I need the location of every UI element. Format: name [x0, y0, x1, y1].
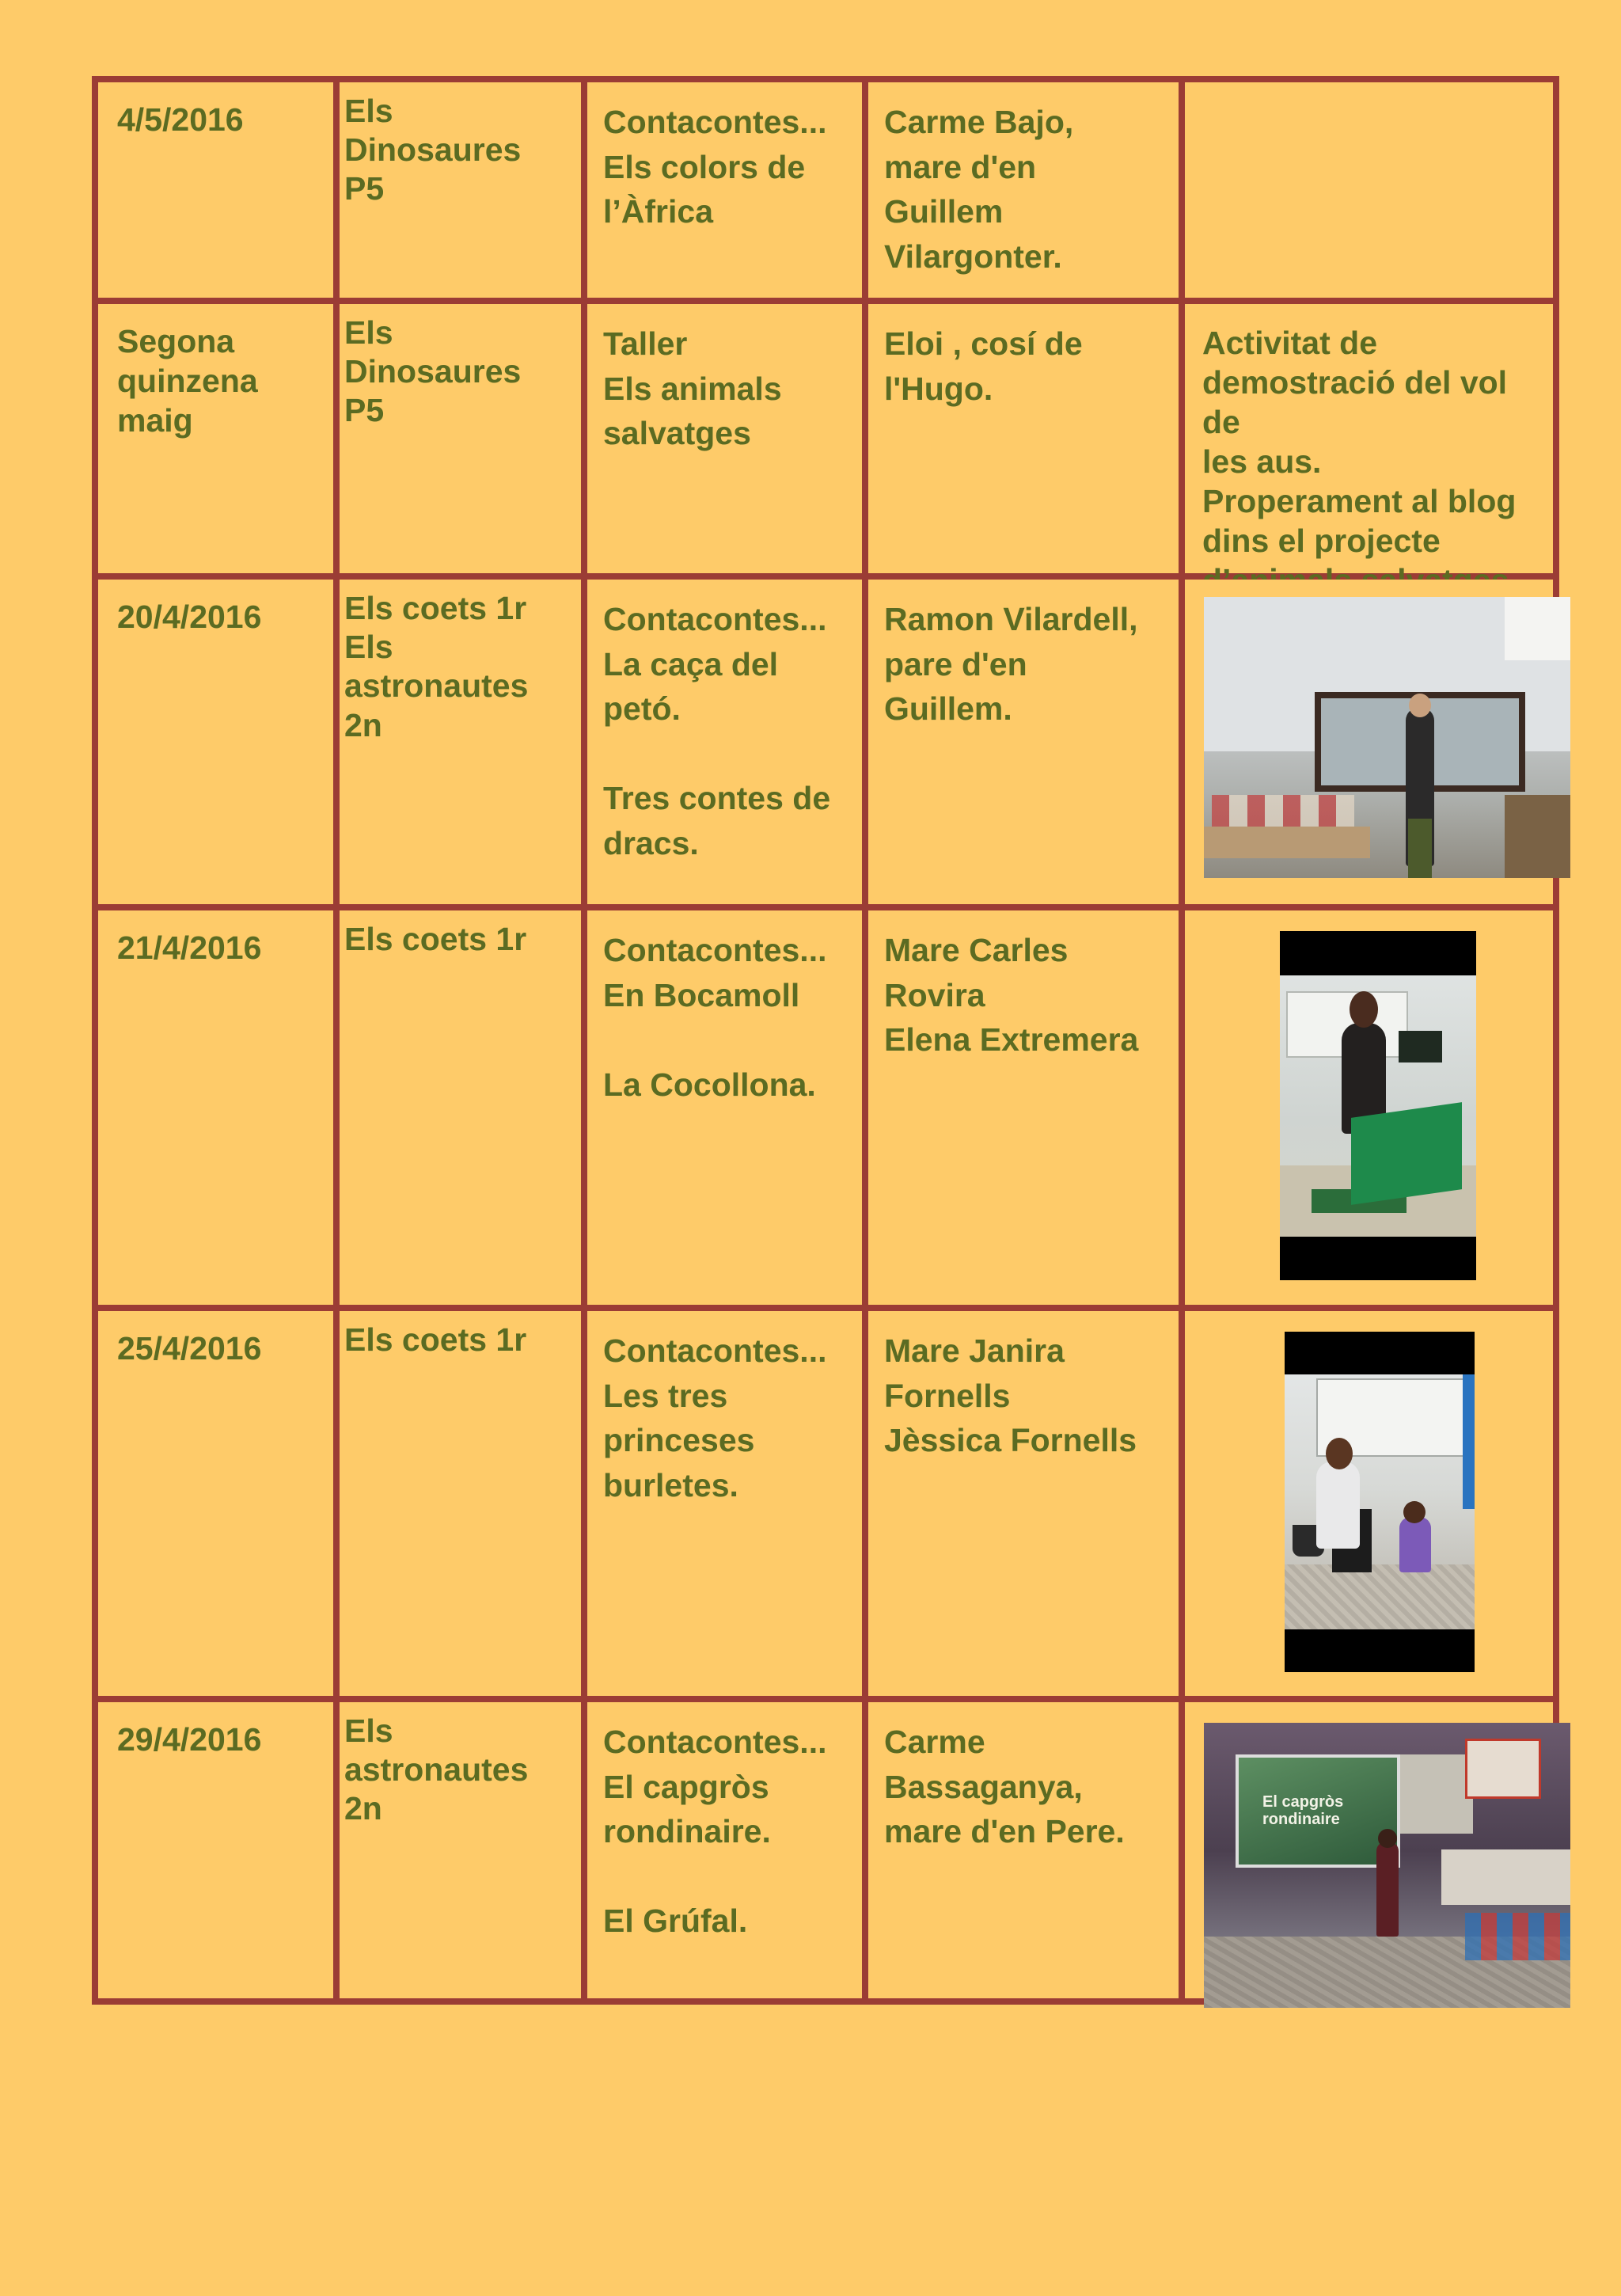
cell-photo	[1185, 1702, 1553, 1998]
cell-person: Eloi , cosí de l'Hugo.	[868, 304, 1179, 573]
projector-photo	[1204, 1723, 1570, 2008]
cell-activity: Contacontes... En Bocamoll La Cocollona.	[587, 910, 862, 1305]
cell-group: Els coets 1r	[340, 1311, 581, 1696]
cell-date: 20/4/2016	[98, 580, 333, 904]
cell-group: Els coets 1r	[340, 910, 581, 1305]
cell-date: 4/5/2016	[98, 82, 333, 298]
cell-photo	[1185, 580, 1553, 904]
cell-note	[1185, 82, 1553, 298]
cell-activity: Contacontes... El capgròs rondinaire. El Grúfal.	[587, 1702, 862, 1998]
cell-activity: Taller Els animals salvatges	[587, 304, 862, 573]
cell-photo	[1185, 1311, 1553, 1696]
storyteller-photo	[1280, 931, 1476, 1280]
cell-activity: Contacontes... La caça del petó. Tres contes de dracs.	[587, 580, 862, 904]
classroom-photo	[1204, 597, 1570, 878]
cell-group: Els astronautes 2n	[340, 1702, 581, 1998]
cell-date: 29/4/2016	[98, 1702, 333, 1998]
cell-activity: Contacontes... Els colors de l’Àfrica	[587, 82, 862, 298]
cell-person: Mare Carles Rovira Elena Extremera	[868, 910, 1179, 1305]
cell-date: 21/4/2016	[98, 910, 333, 1305]
projector-screen-text: El capgròs rondinaire	[1262, 1793, 1344, 1828]
cell-person: Mare Janira Fornells Jèssica Fornells	[868, 1311, 1179, 1696]
cell-person: Carme Bajo, mare d'en Guillem Vilargonter.	[868, 82, 1179, 298]
seated-storyteller-photo	[1285, 1332, 1475, 1672]
cell-person: Carme Bassaganya, mare d'en Pere.	[868, 1702, 1179, 1998]
cell-date: 25/4/2016	[98, 1311, 333, 1696]
cell-person: Ramon Vilardell, pare d'en Guillem.	[868, 580, 1179, 904]
cell-group: Els coets 1r Els astronautes 2n	[340, 580, 581, 904]
cell-group: Els Dinosaures P5	[340, 82, 581, 298]
cell-note: Activitat de demostració del vol de les aus. Properament al blog dins el projecte	[1185, 304, 1553, 573]
cell-group: Els Dinosaures P5	[340, 304, 581, 573]
cell-date: Segona quinzena maig	[98, 304, 333, 573]
cell-activity: Contacontes... Les tres princeses burletes.	[587, 1311, 862, 1696]
cell-photo	[1185, 910, 1553, 1305]
activities-table	[92, 76, 1559, 2005]
